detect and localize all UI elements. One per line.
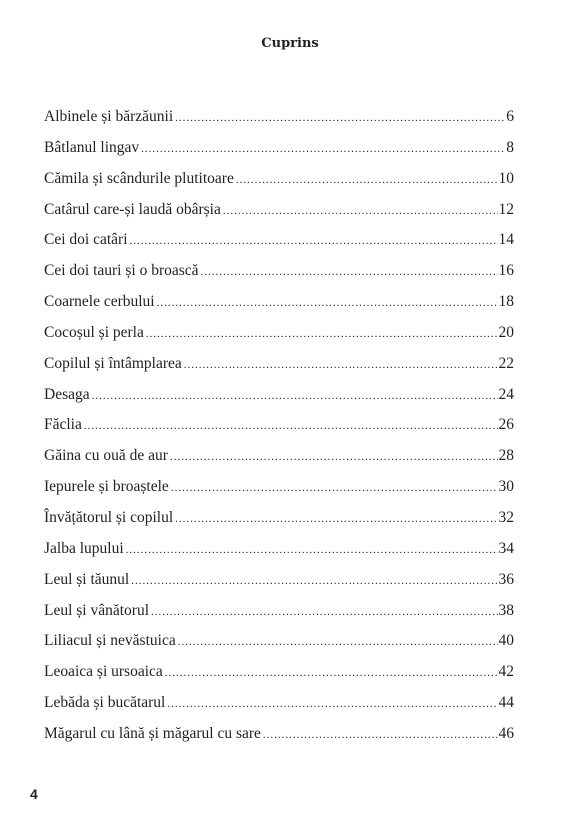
toc-entry bbox=[44, 570, 514, 601]
toc-entry-title: Catârul care-și laudă obârșia bbox=[44, 200, 221, 218]
dot-leader bbox=[131, 571, 497, 591]
dot-leader bbox=[92, 386, 498, 406]
toc-entry bbox=[44, 107, 514, 138]
toc-entry-title: Copilul și întâmplarea bbox=[44, 354, 182, 372]
toc-entry-title: Găina cu ouă de aur bbox=[44, 447, 168, 465]
toc-entry bbox=[44, 446, 514, 477]
toc-entry bbox=[44, 200, 514, 231]
toc-entry-page: 22 bbox=[498, 354, 514, 372]
toc-entry-title: Leoaica și ursoaica bbox=[44, 663, 163, 681]
toc-entry-title: Cei doi catâri bbox=[44, 231, 128, 249]
dot-leader bbox=[151, 602, 497, 622]
dot-leader bbox=[170, 447, 498, 467]
toc-entry-page: 8 bbox=[506, 138, 514, 156]
toc-entry-title: Lebăda și bucătarul bbox=[44, 694, 166, 712]
toc-entry-page: 18 bbox=[498, 293, 514, 311]
toc-entry-page: 44 bbox=[498, 694, 514, 712]
toc-entry-title: Coarnele cerbului bbox=[44, 293, 155, 311]
toc-entry-title: Bâtlanul lingav bbox=[44, 138, 140, 156]
toc-entry-page: 12 bbox=[498, 200, 514, 218]
dot-leader bbox=[263, 725, 498, 745]
toc-entry bbox=[44, 693, 514, 724]
toc-entry-page: 30 bbox=[498, 478, 514, 496]
toc-entry-title: Liliacul și nevăstuica bbox=[44, 632, 176, 650]
toc-entry bbox=[44, 354, 514, 385]
toc-entry-title: Cămila și scândurile plutitoare bbox=[44, 169, 234, 187]
dot-leader bbox=[178, 632, 498, 652]
toc-entry-title: Măgarul cu lână și măgarul cu sare bbox=[44, 724, 261, 742]
toc-entry bbox=[44, 323, 514, 354]
toc-entry-page: 42 bbox=[498, 663, 514, 681]
toc-entry bbox=[44, 138, 514, 169]
toc-entry-title: Iepurele și broaștele bbox=[44, 478, 169, 496]
toc-entry bbox=[44, 724, 514, 755]
toc-entry-title: Leul și vânătorul bbox=[44, 601, 150, 619]
dot-leader bbox=[171, 478, 498, 498]
page-number: 4 bbox=[30, 786, 38, 802]
toc-entry-title: Desaga bbox=[44, 385, 90, 403]
toc-entry-page: 40 bbox=[498, 632, 514, 650]
toc-entry bbox=[44, 292, 514, 323]
dot-leader bbox=[223, 201, 498, 221]
toc-entry bbox=[44, 631, 514, 662]
toc-entry-title: Făclia bbox=[44, 416, 82, 434]
toc-entry-page: 6 bbox=[506, 108, 514, 125]
toc-entry-page: 38 bbox=[498, 601, 514, 619]
toc-entry-title: Cocoșul și perla bbox=[44, 323, 144, 341]
dot-leader bbox=[236, 170, 498, 190]
toc-entry-title: Jalba lupului bbox=[44, 539, 124, 557]
toc-entry bbox=[44, 169, 514, 200]
toc-entry bbox=[44, 230, 514, 261]
toc-entry bbox=[44, 662, 514, 693]
dot-leader bbox=[126, 540, 498, 560]
dot-leader bbox=[184, 355, 498, 375]
toc-entry-page: 46 bbox=[498, 724, 514, 742]
toc-entry-page: 28 bbox=[498, 447, 514, 465]
toc-entry-title: Cei doi tauri și o broască bbox=[44, 262, 199, 280]
toc-entry-page: 14 bbox=[498, 231, 514, 249]
toc-entry-title: Albinele și bărzăunii bbox=[44, 108, 174, 125]
toc-entry-page: 10 bbox=[498, 169, 514, 187]
dot-leader bbox=[130, 231, 498, 251]
dot-leader bbox=[165, 663, 498, 683]
dot-leader bbox=[141, 139, 505, 159]
dot-leader bbox=[157, 293, 498, 313]
toc-entry-page: 20 bbox=[498, 323, 514, 341]
toc-entry-page: 16 bbox=[498, 262, 514, 280]
toc-entry bbox=[44, 539, 514, 570]
table-of-contents bbox=[44, 107, 514, 755]
dot-leader bbox=[175, 108, 505, 128]
toc-entry-page: 32 bbox=[498, 508, 514, 526]
toc-entry-page: 34 bbox=[498, 539, 514, 557]
toc-entry-title: Leul și tăunul bbox=[44, 570, 130, 588]
dot-leader bbox=[84, 416, 498, 436]
dot-leader bbox=[167, 694, 497, 714]
page-title: Cuprins bbox=[261, 36, 319, 51]
toc-entry bbox=[44, 477, 514, 508]
toc-entry bbox=[44, 415, 514, 446]
toc-entry-page: 26 bbox=[498, 416, 514, 434]
dot-leader bbox=[201, 262, 498, 282]
toc-entry-page: 24 bbox=[498, 385, 514, 403]
toc-entry bbox=[44, 385, 514, 416]
toc-entry bbox=[44, 261, 514, 292]
dot-leader bbox=[146, 324, 498, 344]
toc-entry bbox=[44, 601, 514, 632]
toc-entry bbox=[44, 508, 514, 539]
dot-leader bbox=[175, 509, 497, 529]
toc-entry-page: 36 bbox=[498, 570, 514, 588]
toc-entry-title: Învățătorul și copilul bbox=[44, 508, 174, 526]
